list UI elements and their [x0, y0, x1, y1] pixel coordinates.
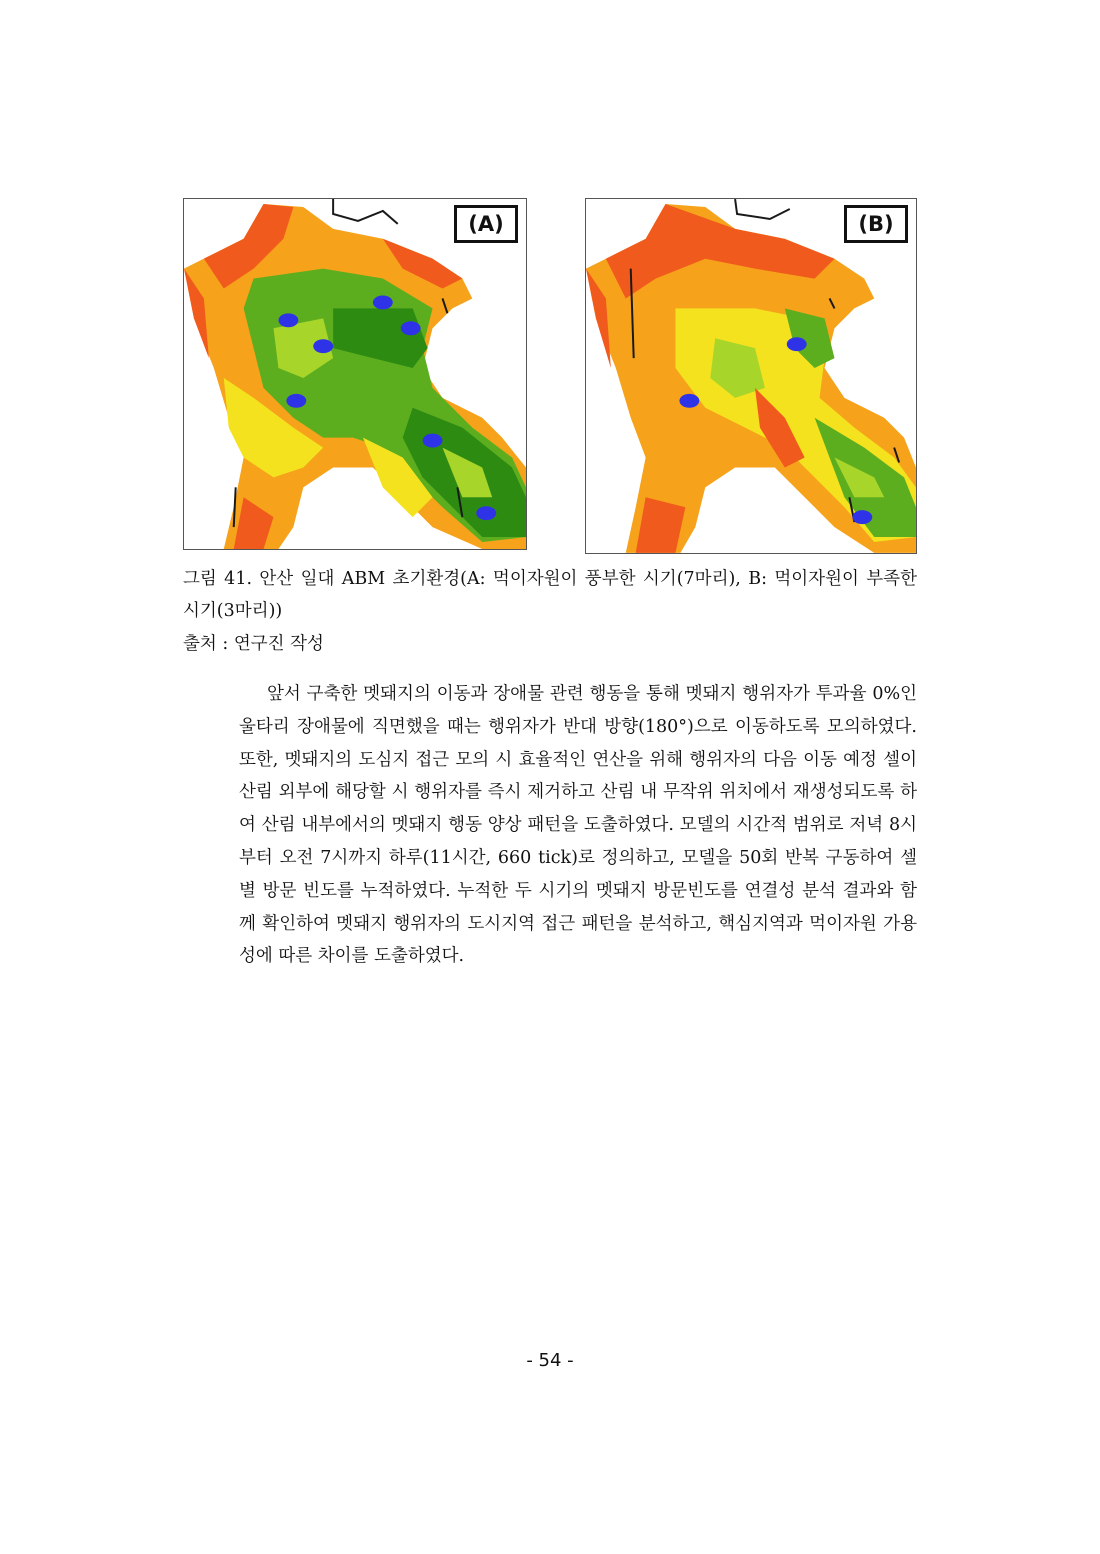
- panel-label-b: (B): [844, 205, 908, 243]
- habitat-map-a: [184, 199, 526, 549]
- habitat-map-b: [586, 199, 916, 553]
- map-panel-b: [585, 198, 917, 554]
- page-number: - 54 -: [526, 1350, 574, 1371]
- panel-label-a: (A): [454, 205, 518, 243]
- figure-source: 출처 : 연구진 작성: [183, 634, 324, 654]
- map-panel-a: [183, 198, 527, 550]
- body-paragraph: 앞서 구축한 멧돼지의 이동과 장애물 관련 행동을 통해 멧돼지 행위자가 투과율 0%인 울타리 장애물에 직면했을 때는 행위자가 반대 방향(180°)으로 이동하도록 모의하였다. 또한, 멧돼지의 도심지 접근 모의 시 효율적인 연산을 위해 행위자의 다음 이동 예정 셀이 산림 외부에 해당할 시 행위자를 즉시 제거하고 산림 내 무작위 위치에서 재생성되도록 하여 산림 내부에서의 멧돼지 행동 양상 패턴을 도출하였다. 모델의 시간적 범위로 저녁 8시부터 오전 7시까지 하루(11시간, 660 tick)로 정의하고, 모델을 50회 반복 구동하여 셀별 방문 빈도를 누적하였다. 누적한 두 시기의 멧돼지 방문빈도를 연결성 분석 결과와 함께 확인하여 멧돼지 행위자의 도시지역 접근 패턴을 분석하고, 핵심지역과 먹이자원 가용성에 따른 차이를 도출하였다.: [239, 684, 917, 967]
- figure-caption: 그림 41. 안산 일대 ABM 초기환경(A: 먹이자원이 풍부한 시기(7마리), B: 먹이자원이 부족한 시기(3마리)): [183, 569, 917, 621]
